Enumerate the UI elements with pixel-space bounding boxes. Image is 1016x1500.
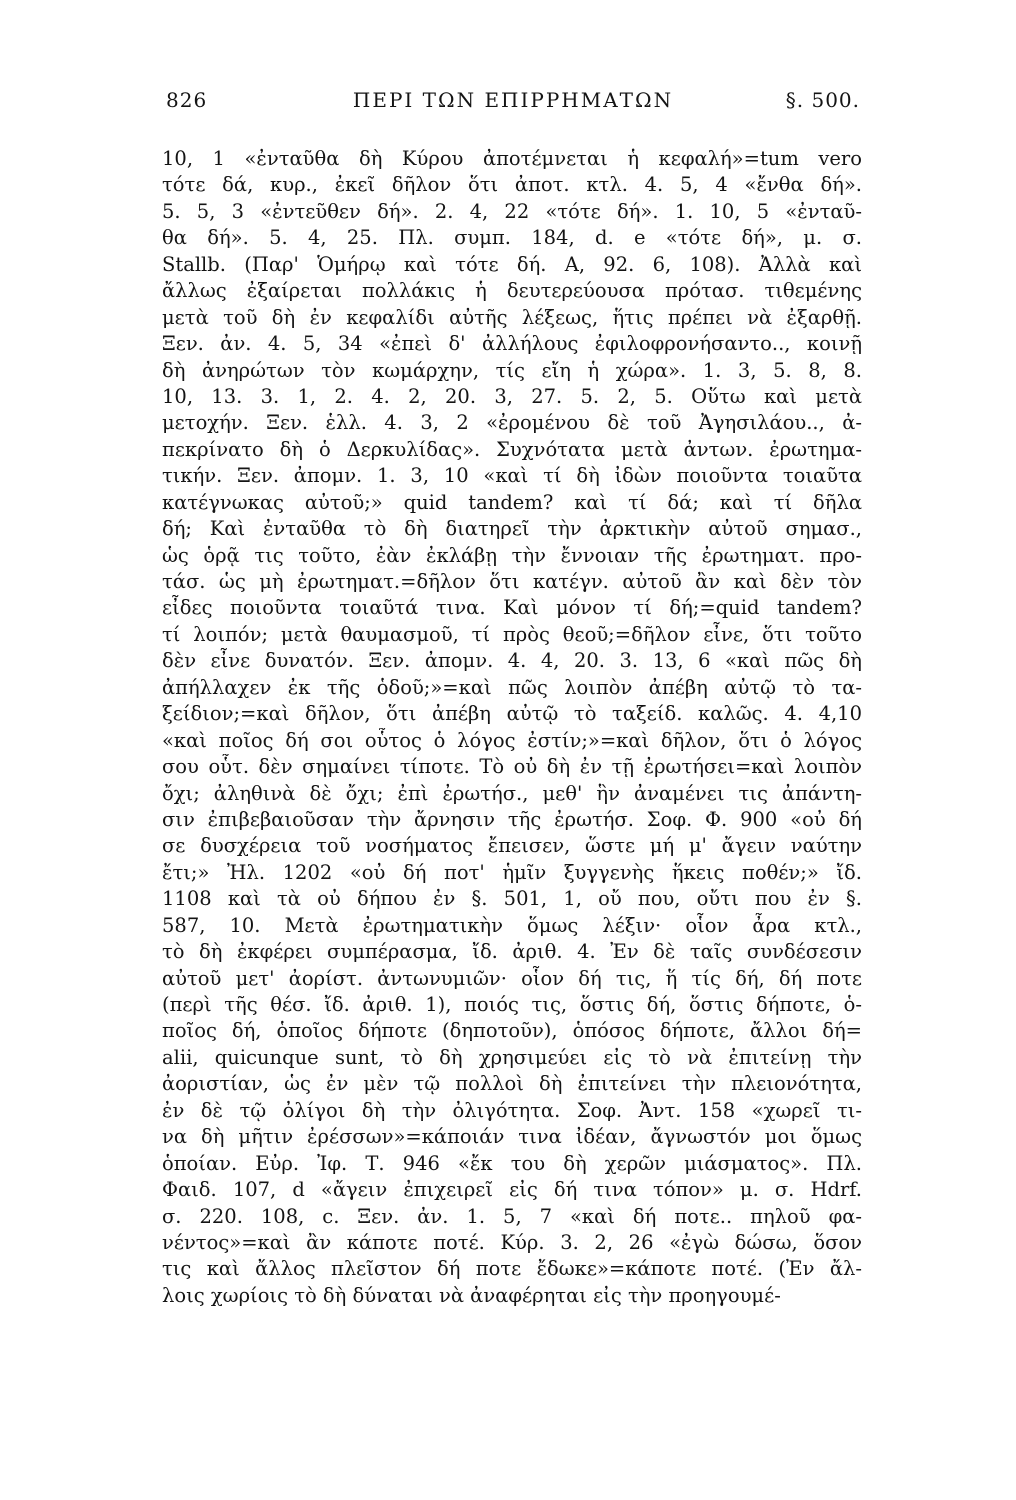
text-line: ποῖος δή, ὁποῖος δήποτε (δηποτοῦν), ὁπόσος δήποτε, ἄλλοι δή= [162, 1019, 862, 1043]
text-line: ἐν δὲ τῷ ὀλίγοι δὴ τὴν ὀλιγότητα. Σοφ. Ἀντ. 158 «χωρεῖ τι- [162, 1098, 862, 1122]
text-line: τις καὶ ἄλλος πλεῖστον δή ποτε ἔδωκε»=κάποτε ποτέ. (Ἐν ἄλ- [162, 1257, 862, 1281]
text-line: «καὶ ποῖος δή σοι οὗτος ὁ λόγος ἐστίν;»=καὶ δῆλον, ὅτι ὁ λόγος [162, 728, 862, 752]
text-line: σε δυσχέρεια τοῦ νοσήματος ἔπεισεν, ὥστε μή μ' ἄγειν ναύτην [162, 834, 862, 858]
text-line: 10, 1 «ἐνταῦθα δὴ Κύρου ἀποτέμνεται ἡ κεφαλή»=tum vero [162, 147, 862, 170]
text-line: 10, 13. 3. 1, 2. 4. 2, 20. 3, 27. 5. 2, 5. Οὕτω καὶ μετὰ [162, 384, 862, 408]
section-reference: §. 500. [785, 88, 860, 112]
text-line: δὲν εἶνε δυνατόν. Ξεν. ἀπομν. 4. 4, 20. 3. 13, 6 «καὶ πῶς δὴ [162, 649, 862, 673]
text-line: 5. 5, 3 «ἐντεῦθεν δή». 2. 4, 22 «τότε δή». 1. 10, 5 «ἐνταῦ- [162, 199, 862, 223]
text-line: σιν ἐπιβεβαιοῦσαν τὴν ἄρνησιν τῆς ἐρωτήσ. Σοφ. Φ. 900 «οὐ δή [162, 807, 862, 831]
text-line: τότε δά, κυρ., ἐκεῖ δῆλον ὅτι ἀποτ. κτλ. 4. 5, 4 «ἔνθα δή». [162, 173, 862, 197]
text-line: σου οὗτ. δὲν σημαίνει τίποτε. Τὸ οὐ δὴ ἐν τῇ ἐρωτήσει=καὶ λοιπὸν [162, 755, 862, 779]
text-line: να δὴ μῆτιν ἐρέσσων»=κάποιάν τινα ἰδέαν, ἄγνωστόν μοι ὅμως [162, 1125, 862, 1149]
text-line: τὸ δὴ ἐκφέρει συμπέρασμα, ἴδ. ἀριθ. 4. Ἐν δὲ ταῖς συνδέσεσιν [162, 940, 862, 964]
text-line: σ. 220. 108, c. Ξεν. ἀν. 1. 5, 7 «καὶ δή ποτε.. πηλοῦ φα- [162, 1204, 862, 1228]
text-line: αὐτοῦ μετ' ἀορίστ. ἀντωνυμιῶν· οἷον δή τις, ἥ τίς δή, δή ποτε [162, 966, 862, 990]
text-line: τάσ. ὡς μὴ ἐρωτηματ.=δῆλον ὅτι κατέγν. αὐτοῦ ἂν καὶ δὲν τὸν [162, 570, 862, 593]
text-line: 1108 καὶ τὰ οὐ δήπου ἐν §. 501, 1, οὔ που, οὔτι που ἐν §. [162, 887, 862, 911]
text-line: ἀπήλλαχεν ἐκ τῆς ὁδοῦ;»=καὶ πῶς λοιπὸν ἀπέβη αὐτῷ τὸ τα- [162, 675, 862, 699]
body-text [162, 146, 862, 1309]
text-line: Φαιδ. 107, d «ἄγειν ἐπιχειρεῖ εἰς δή τινα τόπον» μ. σ. Hdrf. [162, 1178, 862, 1202]
text-line: ἔτι;» Ἠλ. 1202 «οὐ δή ποτ' ἡμῖν ξυγγενὴς ἥκεις ποθέν;» ἴδ. [162, 860, 862, 884]
text-line: τικήν. Ξεν. ἀπομν. 1. 3, 10 «καὶ τί δὴ ἰδὼν ποιοῦντα τοιαῦτα [162, 464, 862, 488]
text-line: Ξεν. ἀν. 4. 5, 34 «ἐπεὶ δ' ἀλλήλους ἐφιλοφρονήσαντο.., κοινῇ [162, 332, 862, 356]
text-line: εἶδες ποιοῦντα τοιαῦτά τινα. Καὶ μόνον τί δή;=quid tandem? [162, 596, 862, 620]
text-line: λοις χωρίοις τὸ δὴ δύναται νὰ ἀναφέρηται εἰς τὴν προηγουμέ- [162, 1283, 781, 1307]
page-number: 826 [166, 88, 208, 112]
text-line: θα δή». 5. 4, 25. Πλ. συμπ. 184, d. e «τότε δή», μ. σ. [162, 226, 862, 250]
page-title: ΠΕΡΙ ΤΩΝ ΕΠΙΡΡΗΜΑΤΩΝ [352, 88, 674, 112]
text-line: κατέγνωκας αὐτοῦ;» quid tandem? καὶ τί δά; καὶ τί δῆλα [162, 490, 862, 514]
text-line: δὴ ἀνηρώτων τὸν κωμάρχην, τίς εἴη ἡ χώρα». 1. 3, 5. 8, 8. [162, 358, 862, 382]
text-line: (περὶ τῆς θέσ. ἴδ. ἀριθ. 1), ποιός τις, ὅστις δή, ὅστις δήποτε, ὁ- [162, 993, 862, 1016]
text-line: μετὰ τοῦ δὴ ἐν κεφαλίδι αὐτῆς λέξεως, ἥτις πρέπει νὰ ἐξαρθῇ. [162, 305, 862, 329]
text-line: ὡς ὁρᾷ τις τοῦτο, ἐὰν ἐκλάβῃ τὴν ἔννοιαν τῆς ἐρωτηματ. προ- [162, 543, 862, 567]
text-line: νέντος»=καὶ ἂν κάποτε ποτέ. Κύρ. 3. 2, 26 «ἐγὼ δώσω, ὅσον [162, 1230, 862, 1254]
text-line: ὄχι; ἀληθινὰ δὲ ὄχι; ἐπὶ ἐρωτήσ., μεθ' ἣν ἀναμένει τις ἀπάντη- [162, 781, 862, 805]
text-line: 587, 10. Μετὰ ἐρωτηματικὴν ὅμως λέξιν· οἷον ἆρα κτλ., [162, 913, 862, 937]
text-line: ἄλλως ἐξαίρεται πολλάκις ἡ δευτερεύουσα πρότασ. τιθεμένης [162, 279, 862, 303]
text-line: ἀοριστίαν, ὡς ἐν μὲν τῷ πολλοὶ δὴ ἐπιτείνει τὴν πλειονότητα, [162, 1072, 862, 1096]
running-head [166, 88, 860, 122]
text-line: ὁποίαν. Εὐρ. Ἰφ. Τ. 946 «ἔκ του δὴ χερῶν μιάσματος». Πλ. [162, 1151, 862, 1175]
text-line: Stallb. (Παρ' Ὁμήρῳ καὶ τότε δή. Α, 92. 6, 108). Ἀλλὰ καὶ [162, 252, 862, 276]
text-line: ξείδιον;=καὶ δῆλον, ὅτι ἀπέβη αὐτῷ τὸ ταξείδ. καλῶς. 4. 4,10 [162, 702, 862, 726]
text-line: πεκρίνατο δὴ ὁ Δερκυλίδας». Συχνότατα μετὰ ἀντων. ἐρωτημα- [162, 437, 862, 461]
text-line: τί λοιπόν; μετὰ θαυμασμοῦ, τί πρὸς θεοῦ;=δῆλον εἶνε, ὅτι τοῦτο [162, 622, 862, 646]
text-line: alii, quicunque sunt, τὸ δὴ χρησιμεύει εἰς τὸ νὰ ἐπιτείνῃ τὴν [162, 1045, 862, 1069]
text-line: δή; Καὶ ἐνταῦθα τὸ δὴ διατηρεῖ τὴν ἀρκτικὴν αὐτοῦ σημασ., [162, 517, 862, 541]
text-line: μετοχήν. Ξεν. ἑλλ. 4. 3, 2 «ἐρομένου δὲ τοῦ Ἀγησιλάου.., ἀ- [162, 411, 862, 435]
